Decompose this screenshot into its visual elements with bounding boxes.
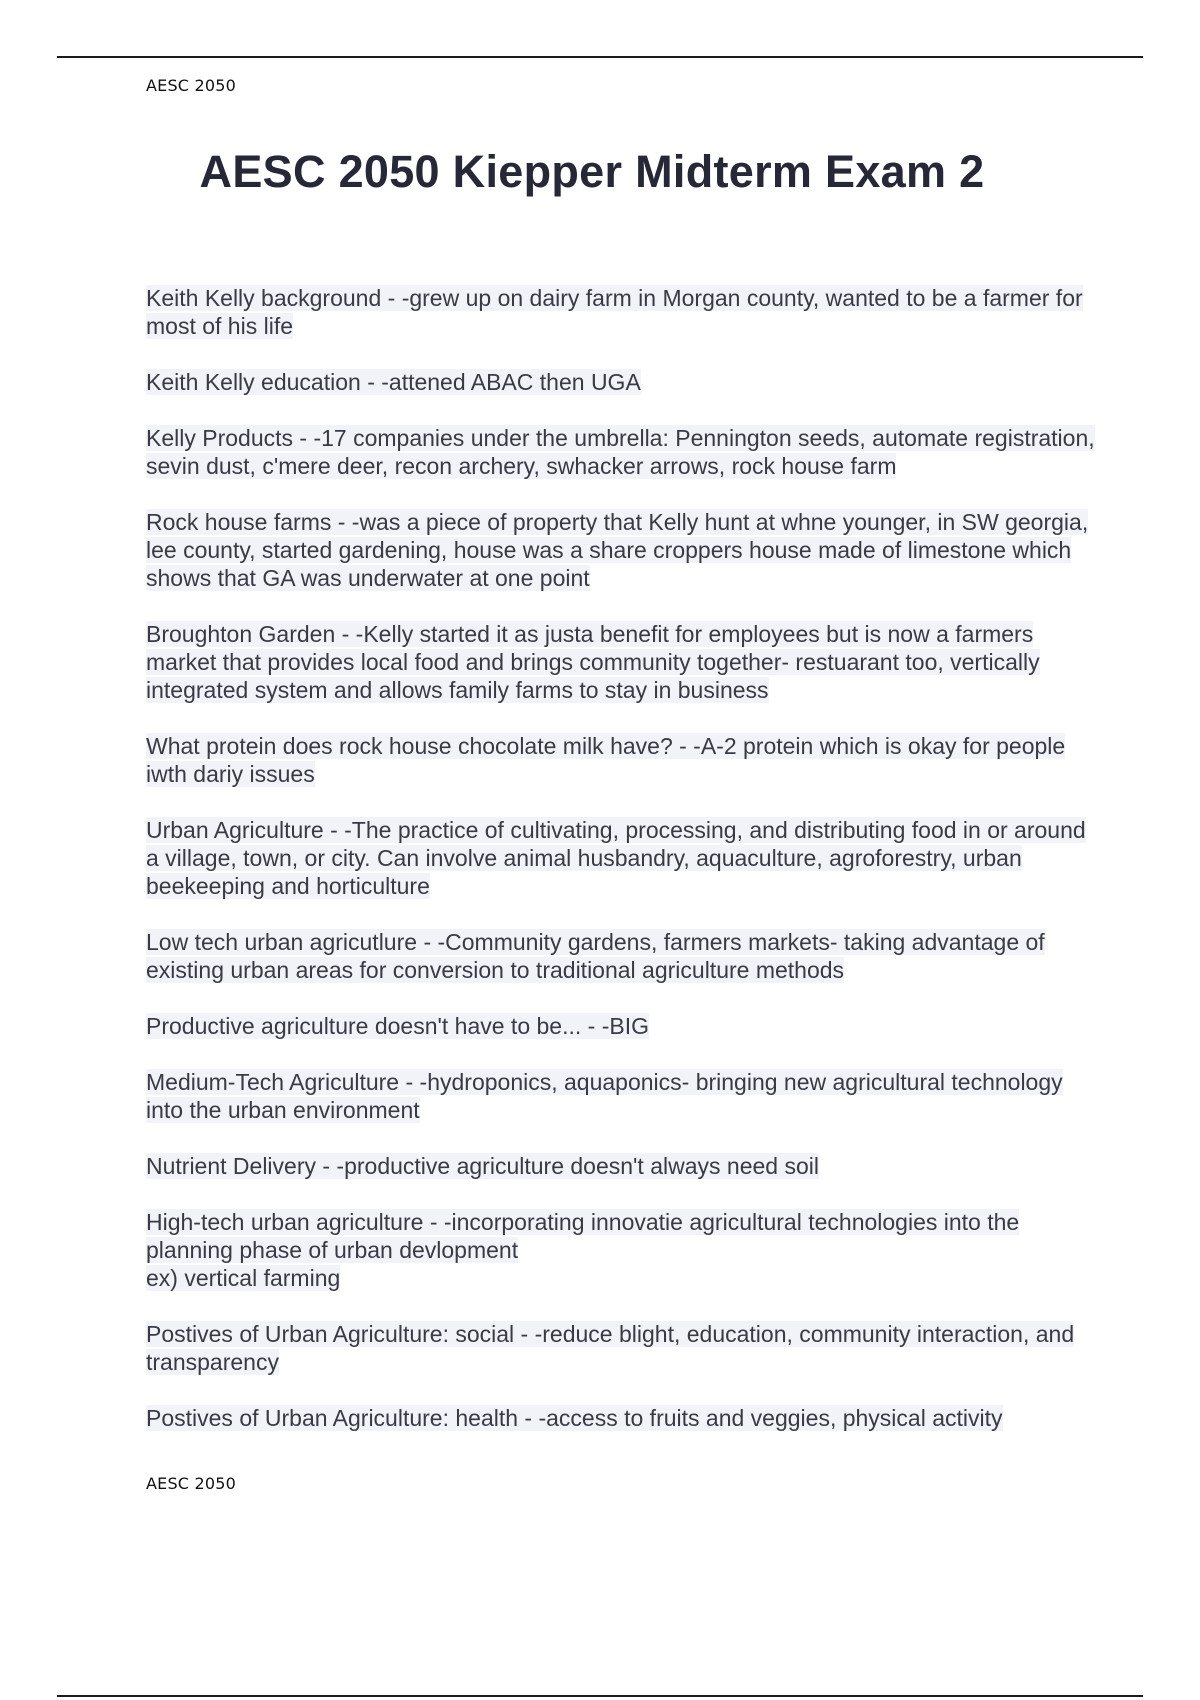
flashcard-text: Broughton Garden - -Kelly started it as justa benefit for employees but is now a farmers market that provides local food and brings community together- restuarant too, vertically integrated system and allows family farms to stay in business <box>146 621 1040 703</box>
flashcard-item <box>146 508 1096 592</box>
flashcard-text: Productive agriculture doesn't have to be... - -BIG <box>146 1013 649 1039</box>
flashcard-text: High-tech urban agriculture - -incorporating innovatie agricultural technologies into the planning phase of urban devlopment ex) vertical farming <box>146 1209 1020 1291</box>
flashcard-text: Postives of Urban Agriculture: health - -access to fruits and veggies, physical activity <box>146 1405 1003 1431</box>
flashcard-item <box>146 732 1096 788</box>
flashcard-text: Urban Agriculture - -The practice of cultivating, processing, and distributing food in or around a village, town, or city. Can involve animal husbandry, aquaculture, agroforestry, urban beekeeping and horticulture <box>146 817 1086 899</box>
flashcard-item <box>146 424 1096 480</box>
flashcard-item <box>146 1404 1096 1432</box>
flashcard-text: Low tech urban agricutlure - -Community gardens, farmers markets- taking advantage of existing urban areas for conversion to traditional agriculture methods <box>146 929 1045 983</box>
flashcard-item <box>146 1208 1096 1292</box>
flashcard-item <box>146 928 1096 984</box>
flashcard-list <box>146 284 1096 1460</box>
flashcard-text: Kelly Products - -17 companies under the umbrella: Pennington seeds, automate registration, sevin dust, c'mere deer, recon archery, swhacker arrows, rock house farm <box>146 425 1095 479</box>
flashcard-text: Medium-Tech Agriculture - -hydroponics, aquaponics- bringing new agricultural technology into the urban environment <box>146 1069 1063 1123</box>
flashcard-text: Postives of Urban Agriculture: social - -reduce blight, education, community interaction, and transparency <box>146 1321 1075 1375</box>
flashcard-text: Rock house farms - -was a piece of property that Kelly hunt at whne younger, in SW georgia, lee county, started gardening, house was a share croppers house made of limestone which shows that GA was underwater at one point <box>146 509 1089 591</box>
running-header: AESC 2050 <box>146 76 236 95</box>
flashcard-text: Keith Kelly education - -attened ABAC then UGA <box>146 369 641 395</box>
flashcard-item <box>146 620 1096 704</box>
running-footer: AESC 2050 <box>146 1474 236 1493</box>
flashcard-item <box>146 1012 1096 1040</box>
flashcard-text: Nutrient Delivery - -productive agriculture doesn't always need soil <box>146 1153 819 1179</box>
flashcard-item <box>146 1320 1096 1376</box>
flashcard-item <box>146 816 1096 900</box>
flashcard-text: What protein does rock house chocolate milk have? - -A-2 protein which is okay for people iwth dariy issues <box>146 733 1066 787</box>
flashcard-item <box>146 1068 1096 1124</box>
page-title: AESC 2050 Kiepper Midterm Exam 2 <box>199 146 985 197</box>
flashcard-item <box>146 368 1096 396</box>
top-rule <box>57 56 1143 58</box>
flashcard-item <box>146 284 1096 340</box>
flashcard-item <box>146 1152 1096 1180</box>
flashcard-text: Keith Kelly background - -grew up on dairy farm in Morgan county, wanted to be a farmer for most of his life <box>146 285 1083 339</box>
bottom-rule <box>57 1695 1143 1697</box>
